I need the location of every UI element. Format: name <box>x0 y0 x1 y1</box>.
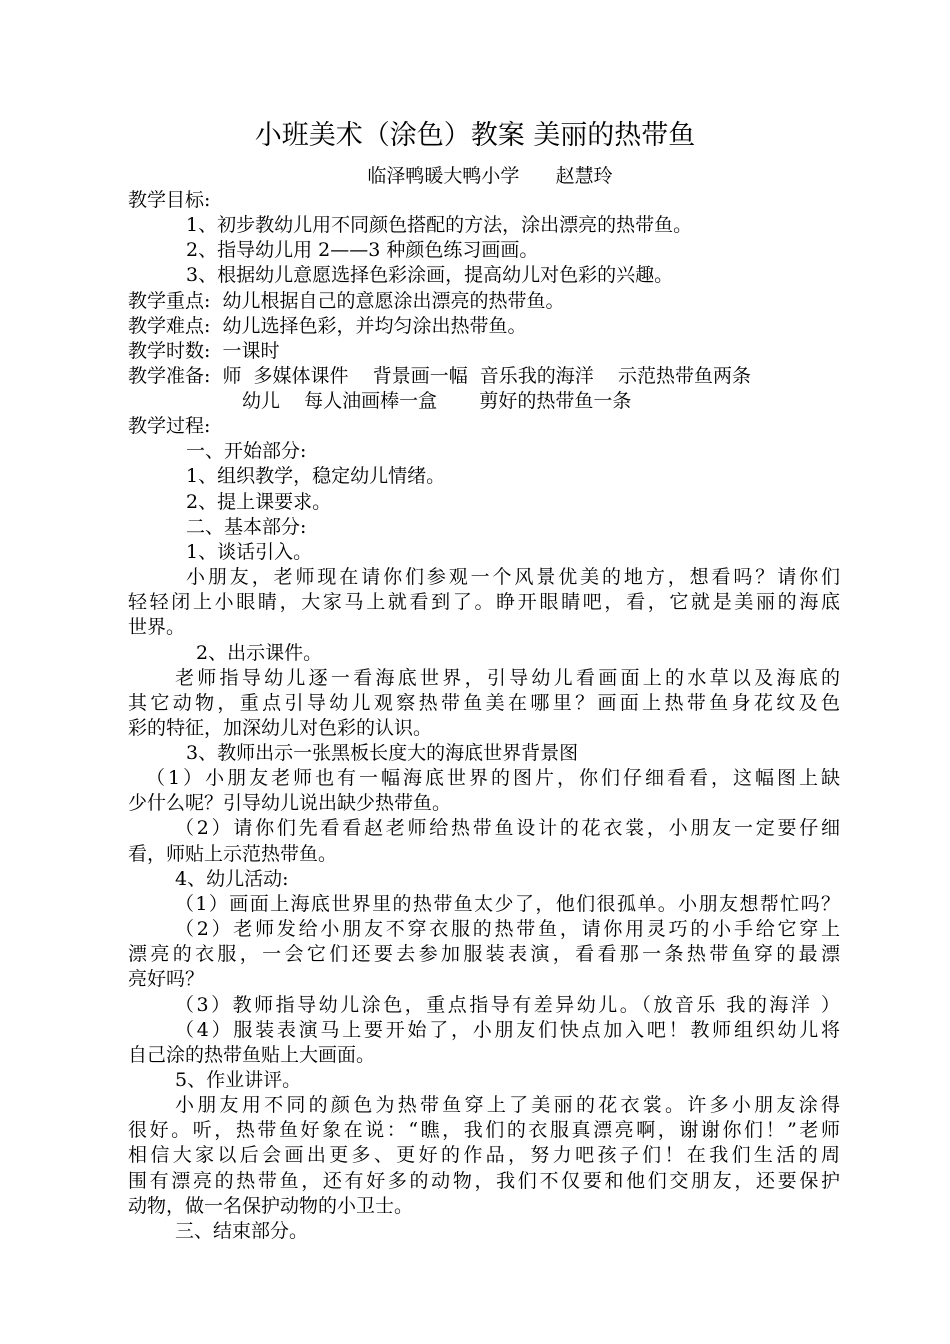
section-heading: 教学目标: <box>128 189 211 211</box>
text-line: （3）教师指导幼儿涂色，重点指导有差异幼儿。（放音乐 我的海洋 ） <box>175 994 840 1016</box>
text-line: 2、提上课要求。 <box>186 491 332 513</box>
document-title: 小班美术（涂色）教案 美丽的热带鱼 <box>254 120 696 151</box>
text-line: 幼儿 每人油画棒一盒 剪好的热带鱼一条 <box>242 390 632 412</box>
text-line: 相信大家以后会画出更多、更好的作品，努力吧孩子们！在我们生活的周 <box>128 1144 840 1166</box>
text-line: 围有漂亮的热带鱼，还有好多的动物，我们不仅要和他们交朋友，还要保护 <box>128 1170 840 1192</box>
text-line: （1）画面上海底世界里的热带鱼太少了，他们很孤单。小朋友想帮忙吗？ <box>175 893 840 915</box>
text-line: 5、作业讲评。 <box>175 1069 302 1091</box>
text-line: 老师指导幼儿逐一看海底世界，引导幼儿看画面上的水草以及海底的 <box>175 667 840 689</box>
text-line: 世界。 <box>128 616 186 638</box>
text-line: 看，师贴上示范热带鱼。 <box>128 843 338 865</box>
text-line: 小朋友用不同的颜色为热带鱼穿上了美丽的花衣裳。许多小朋友涂得 <box>175 1094 840 1116</box>
text-line: 自己涂的热带鱼贴上大画面。 <box>128 1044 376 1066</box>
text-line: 3、教师出示一张黑板长度大的海底世界背景图 <box>186 742 579 764</box>
text-line: 轻轻闭上小眼睛，大家马上就看到了。睁开眼睛吧，看，它就是美丽的海底 <box>128 591 840 613</box>
text-line: （2）老师发给小朋友不穿衣服的热带鱼，请你用灵巧的小手给它穿上 <box>175 918 840 940</box>
text-line: 3、根据幼儿意愿选择色彩涂画，提高幼儿对色彩的兴趣。 <box>186 264 674 286</box>
text-line: 二、基本部分: <box>186 516 307 538</box>
text-line: 2、指导幼儿用 2——3 种颜色练习画画。 <box>186 239 539 261</box>
text-line: 教学准备: 师 多媒体课件 背景画一幅 音乐我的海洋 示范热带鱼两条 <box>128 365 751 387</box>
text-line: 很好。听，热带鱼好象在说：“瞧，我们的衣服真漂亮啊，谢谢你们！”老师 <box>128 1119 840 1141</box>
text-line: 彩的特征，加深幼儿对色彩的认识。 <box>128 717 433 739</box>
text-line: 2、出示课件。 <box>196 642 323 664</box>
author-line: 临泽鸭暖大鸭小学 赵慧玲 <box>367 165 613 187</box>
text-line: 三、结束部分。 <box>175 1220 309 1242</box>
text-line: 亮好吗？ <box>128 968 205 990</box>
text-line: 4、幼儿活动: <box>175 868 289 890</box>
text-line: 1、组织教学，稳定幼儿情绪。 <box>186 465 446 487</box>
text-line: 漂亮的衣服，一会它们还要去参加服装表演，看看那一条热带鱼穿的最漂 <box>128 943 840 965</box>
text-line: 少什么呢？引导幼儿说出缺少热带鱼。 <box>128 792 452 814</box>
text-line: （4）服装表演马上要开始了，小朋友们快点加入吧！教师组织幼儿将 <box>175 1019 840 1041</box>
text-line: 教学时数: 一课时 <box>128 340 280 362</box>
text-line: 一、开始部分: <box>186 440 307 462</box>
text-line: 小朋友，老师现在请你们参观一个风景优美的地方，想看吗？请你们 <box>186 566 840 588</box>
text-line: （1）小朋友老师也有一幅海底世界的图片，你们仔细看看，这幅图上缺 <box>146 767 840 789</box>
text-line: 1、谈话引入。 <box>186 541 313 563</box>
text-line: 其它动物，重点引导幼儿观察热带鱼美在哪里？画面上热带鱼身花纹及色 <box>128 692 840 714</box>
text-line: 教学难点: 幼儿选择色彩，并均匀涂出热带鱼。 <box>128 315 527 337</box>
section-heading: 教学过程: <box>128 415 211 437</box>
text-line: 动物，做一名保护动物的小卫士。 <box>128 1195 414 1217</box>
text-line: 教学重点: 幼儿根据自己的意愿涂出漂亮的热带鱼。 <box>128 290 565 312</box>
text-line: 1、初步教幼儿用不同颜色搭配的方法，涂出漂亮的热带鱼。 <box>186 214 693 236</box>
text-line: （2）请你们先看看赵老师给热带鱼设计的花衣裳，小朋友一定要仔细 <box>175 817 840 839</box>
